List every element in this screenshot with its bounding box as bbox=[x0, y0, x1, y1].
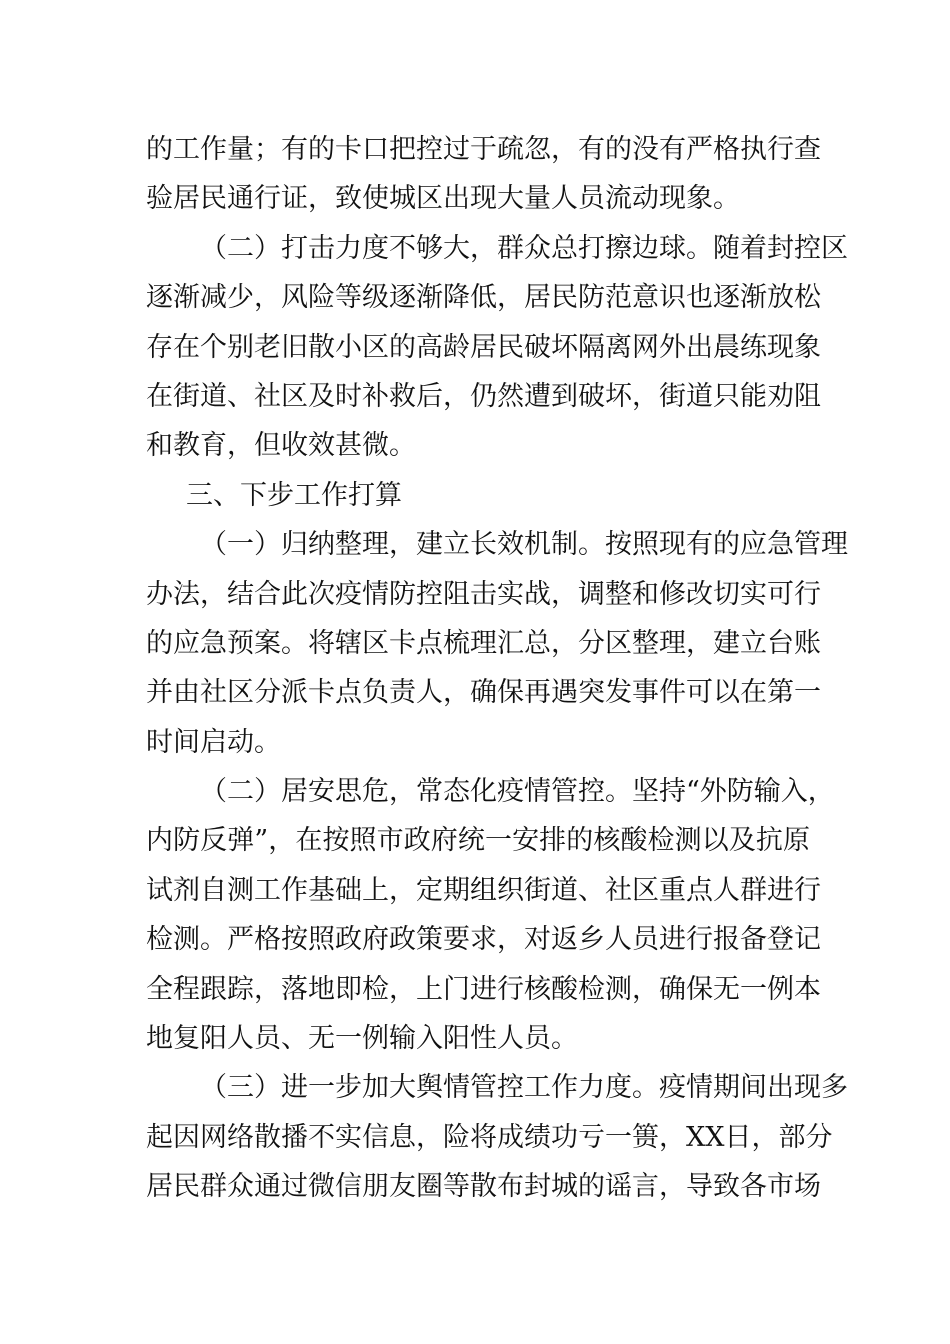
text-line: 办法，结合此次疫情防控阻击实战，调整和修改切实可行 bbox=[146, 578, 821, 610]
paragraph-start-line: （二）居安思危，常态化疫情管控。坚持“外防输入， bbox=[200, 776, 835, 808]
paragraph-start-line: （三）进一步加大舆情管控工作力度。疫情期间出现多 bbox=[200, 1072, 848, 1104]
text-line: 并由社区分派卡点负责人，确保再遇突发事件可以在第一 bbox=[146, 677, 821, 709]
text-line: 起因网络散播不实信息，险将成绩功亏一篑，XX日，部分 bbox=[146, 1121, 833, 1153]
text-line: 检测。严格按照政府政策要求，对返乡人员进行报备登记 bbox=[146, 924, 821, 956]
text-line: 内防反弹”，在按照市政府统一安排的核酸检测以及抗原 bbox=[146, 825, 810, 857]
text-line: 在街道、社区及时补救后，仍然遭到破坏，街道只能劝阻 bbox=[146, 380, 821, 412]
section-heading: 三、下步工作打算 bbox=[186, 479, 402, 511]
text-line: 地复阳人员、无一例输入阳性人员。 bbox=[146, 1023, 578, 1055]
text-line: 时间启动。 bbox=[146, 726, 281, 758]
text-line: 逐渐减少，风险等级逐渐降低，居民防范意识也逐渐放松 bbox=[146, 282, 821, 314]
text-line: 居民群众通过微信朋友圈等散布封城的谣言，导致各市场 bbox=[146, 1171, 821, 1203]
text-line: 验居民通行证，致使城区出现大量人员流动现象。 bbox=[146, 183, 740, 215]
paragraph-start-line: （一）归纳整理，建立长效机制。按照现有的应急管理 bbox=[200, 529, 848, 561]
text-line: 和教育，但收效甚微。 bbox=[146, 430, 416, 462]
text-line: 存在个别老旧散小区的高龄居民破坏隔离网外出晨练现象 bbox=[146, 331, 821, 363]
text-line: 试剂自测工作基础上，定期组织街道、社区重点人群进行 bbox=[146, 874, 821, 906]
text-line: 的工作量；有的卡口把控过于疏忽，有的没有严格执行查 bbox=[146, 134, 821, 165]
paragraph-start-line: （二）打击力度不够大，群众总打擦边球。随着封控区 bbox=[200, 232, 848, 264]
text-line: 的应急预案。将辖区卡点梳理汇总，分区整理，建立台账 bbox=[146, 627, 821, 659]
document-body bbox=[146, 125, 848, 1212]
text-line: 全程跟踪，落地即检，上门进行核酸检测，确保无一例本 bbox=[146, 973, 821, 1005]
